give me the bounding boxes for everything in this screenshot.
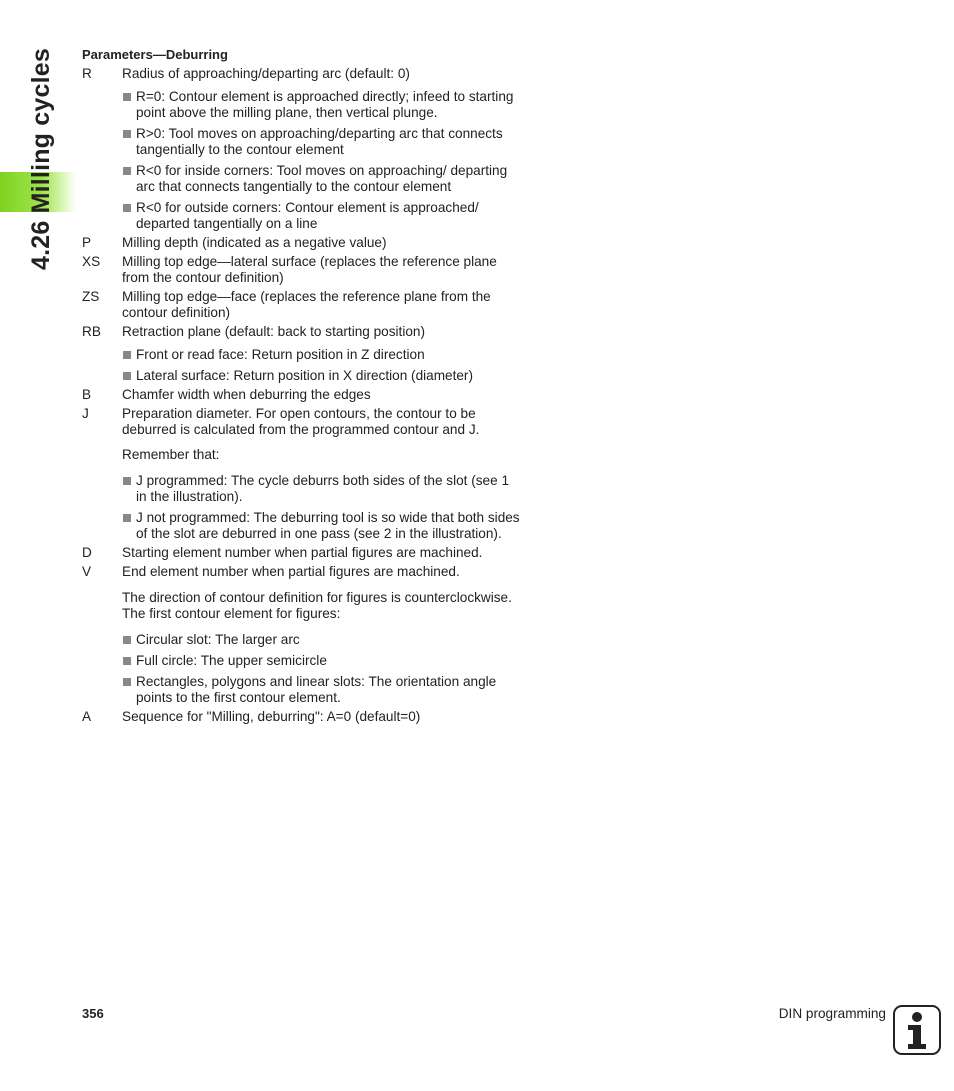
param-description: Chamfer width when deburring the edges [122, 387, 371, 402]
param-code: D [82, 545, 92, 560]
square-bullet-icon [123, 130, 131, 138]
param-description: End element number when partial figures are machined. [122, 564, 460, 579]
param-a [82, 709, 522, 725]
param-j [82, 406, 522, 542]
param-description: Radius of approaching/departing arc (default: 0) [122, 66, 410, 81]
square-bullet-icon [123, 351, 131, 359]
square-bullet-icon [123, 514, 131, 522]
info-icon [893, 1005, 941, 1055]
param-description: Sequence for "Milling, deburring": A=0 (default=0) [122, 709, 421, 724]
list-item: Full circle: The upper semicircle [122, 653, 522, 669]
param-xs [82, 254, 522, 286]
param-code: RB [82, 324, 101, 339]
bullet-list [122, 473, 522, 542]
param-code: J [82, 406, 89, 421]
footer-chapter-label: DIN programming [778, 1006, 886, 1021]
param-code: R [82, 66, 92, 81]
param-code: V [82, 564, 92, 579]
list-item: Rectangles, polygons and linear slots: The orientation angle points to the first contour element. [122, 674, 522, 706]
list-item: R<0 for outside corners: Contour element is approached/ departed tangentially on a line [122, 200, 522, 232]
list-item: R<0 for inside corners: Tool moves on approaching/ departing arc that connects tangentially to the contour element [122, 163, 522, 195]
list-item: Circular slot: The larger arc [122, 632, 522, 648]
param-note: Remember that: [122, 447, 220, 462]
square-bullet-icon [123, 657, 131, 665]
square-bullet-icon [123, 372, 131, 380]
param-description: Milling depth (indicated as a negative value) [122, 235, 387, 250]
square-bullet-icon [123, 477, 131, 485]
param-description: Retraction plane (default: back to starting position) [122, 324, 426, 339]
main-content [82, 47, 522, 725]
section-title: Parameters—Deburring [82, 47, 228, 62]
param-p [82, 235, 522, 251]
param-description: Preparation diameter. For open contours, the contour to be deburred is calculated from the programmed contour and J. [122, 406, 480, 437]
info-glyph [895, 1007, 939, 1053]
list-item: J not programmed: The deburring tool is so wide that both sides of the slot are deburred in one pass (see 2 in the illustration). [122, 510, 522, 542]
param-code: ZS [82, 289, 100, 304]
param-description: Starting element number when partial figures are machined. [122, 545, 483, 560]
param-code: XS [82, 254, 101, 269]
bullet-list [122, 347, 522, 384]
param-b [82, 387, 522, 403]
bullet-list [122, 89, 522, 232]
param-code: B [82, 387, 92, 402]
param-r [82, 66, 522, 232]
param-zs [82, 289, 522, 321]
square-bullet-icon [123, 204, 131, 212]
param-v [82, 564, 522, 706]
square-bullet-icon [123, 167, 131, 175]
square-bullet-icon [123, 636, 131, 644]
param-description: Milling top edge—face (replaces the reference plane from the contour definition) [122, 289, 491, 320]
list-item: J programmed: The cycle deburrs both sides of the slot (see 1 in the illustration). [122, 473, 522, 505]
list-item: R=0: Contour element is approached directly; infeed to starting point above the milling plane, then vertical plunge. [122, 89, 522, 121]
param-code: A [82, 709, 92, 724]
square-bullet-icon [123, 678, 131, 686]
page-number: 356 [82, 1006, 104, 1021]
param-note: The direction of contour definition for figures is counterclockwise. The first contour element for figures: [122, 590, 512, 621]
bullet-list [122, 632, 522, 706]
square-bullet-icon [123, 93, 131, 101]
param-code: P [82, 235, 92, 250]
param-d [82, 545, 522, 561]
param-description: Milling top edge—lateral surface (replaces the reference plane from the contour definition) [122, 254, 497, 285]
param-rb [82, 324, 522, 384]
list-item: Front or read face: Return position in Z direction [122, 347, 522, 363]
list-item: R>0: Tool moves on approaching/departing arc that connects tangentially to the contour element [122, 126, 522, 158]
chapter-title: 4.26 Milling cycles [27, 48, 55, 270]
list-item: Lateral surface: Return position in X direction (diameter) [122, 368, 522, 384]
